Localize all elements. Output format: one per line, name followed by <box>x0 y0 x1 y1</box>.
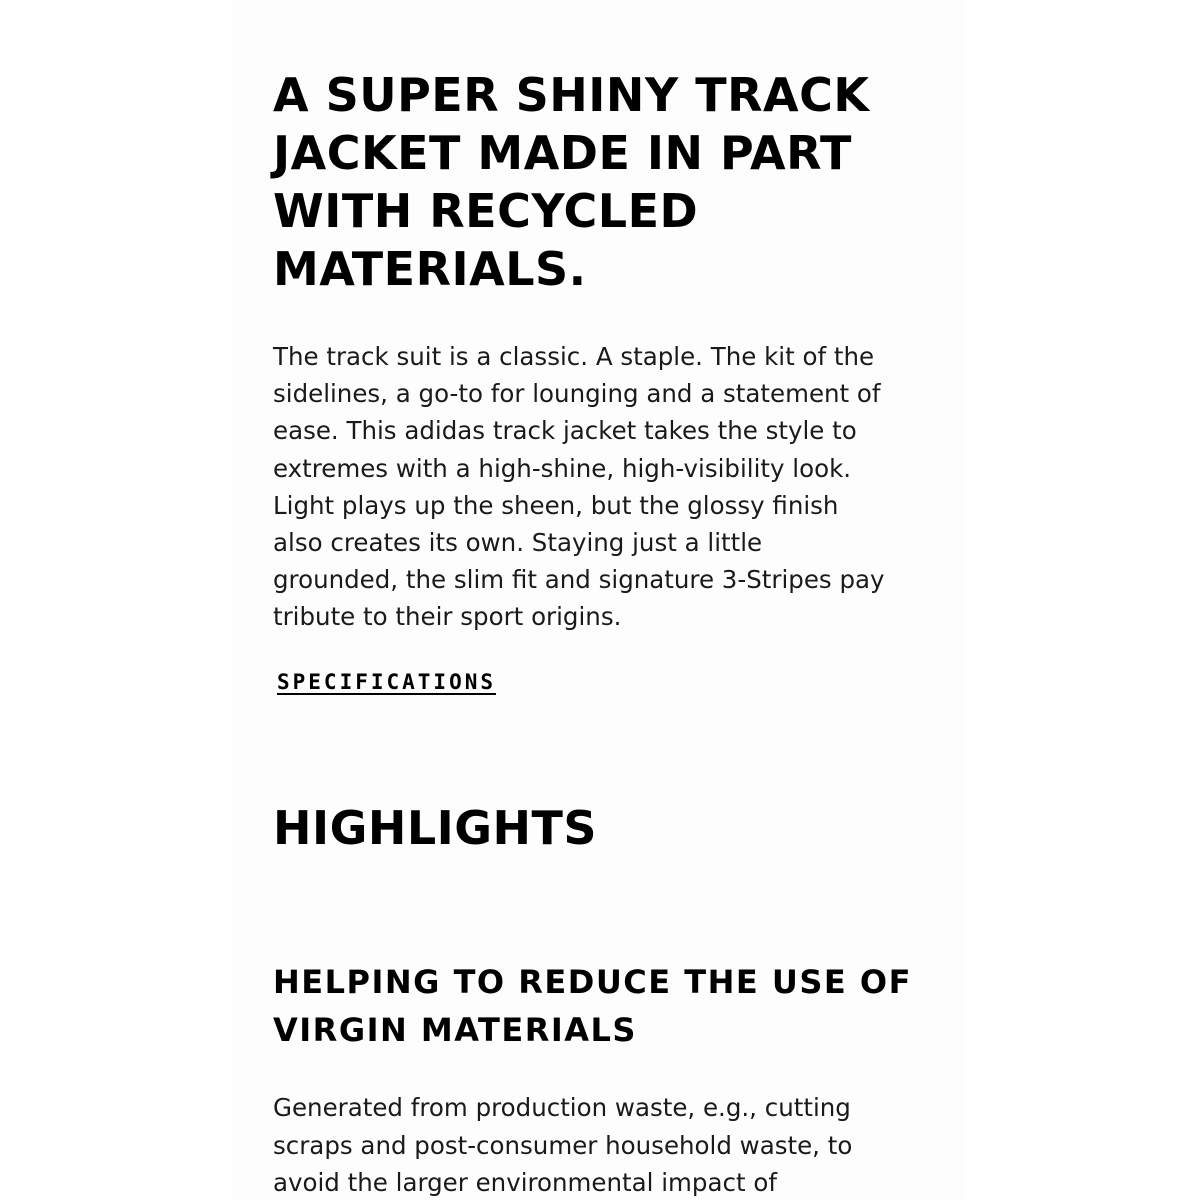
highlight-body: Generated from production waste, e.g., cutting scraps and post-consumer household waste, to avoid the larger environmental impact of <box>273 1093 853 1197</box>
highlight-heading: HELPING TO REDUCE THE USE OF VIRGIN MATERIALS <box>273 963 912 1049</box>
product-description: The track suit is a classic. A staple. The kit of the sidelines, a go-to for lounging and a statement of ease. This adidas track jacket takes the style to extremes with a high-shine, high-visibility look. Light plays up the sheen, but the glossy finish also creates its own. Staying just a little grounded, the slim fit and signature 3-Stripes pay tribute to their sport origins. <box>273 342 885 632</box>
specifications-link[interactable]: SPECIFICATIONS <box>277 670 497 694</box>
highlights-title: HIGHLIGHTS <box>273 801 598 855</box>
product-headline: A SUPER SHINY TRACK JACKET MADE IN PART WITH RECYCLED MATERIALS. <box>273 68 870 296</box>
